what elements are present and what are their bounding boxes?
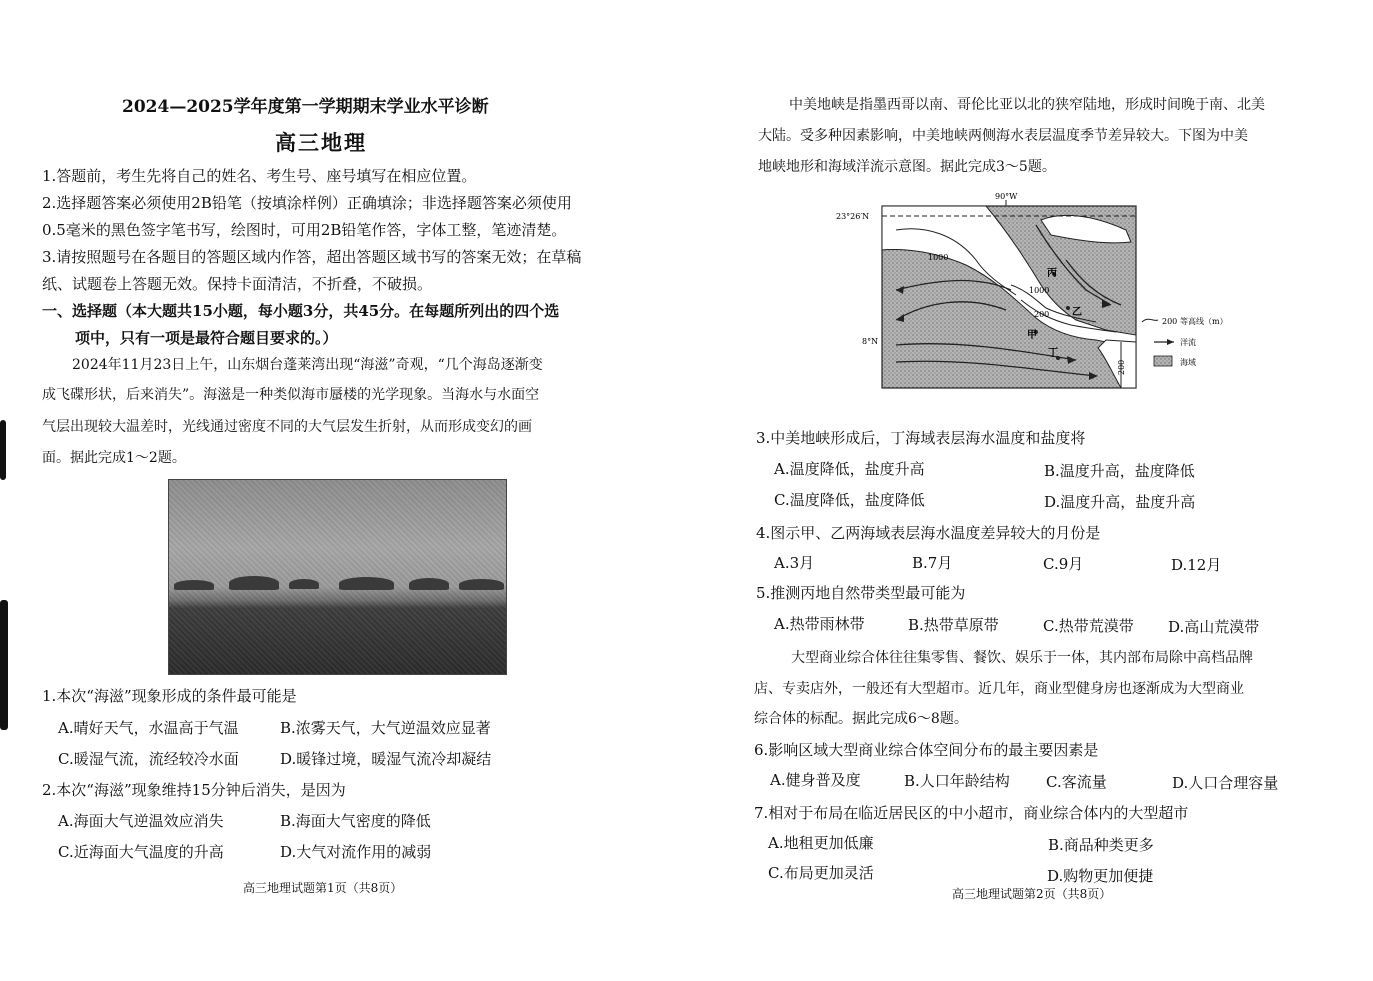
contour-label: 1000 (1029, 286, 1050, 295)
instruction-line: 1.答题前，考生先将自己的姓名、考生号、座号填写在相应位置。 (42, 167, 477, 185)
option-b: B.7月 (912, 554, 953, 572)
option-a: A.晴好天气，水温高于气温 (58, 719, 239, 737)
option-b: B.人口年龄结构 (904, 772, 1010, 790)
option-d: D.人口合理容量 (1172, 774, 1279, 792)
passage-line: 综合体的标配。据此完成6～8题。 (754, 711, 968, 727)
exam-title: 2024—2025学年度第一学期期末学业水平诊断 (122, 97, 489, 117)
option-b: B.海面大气密度的降低 (280, 812, 431, 830)
option-a: A.温度降低，盐度升高 (774, 460, 925, 478)
option-b: B.商品种类更多 (1048, 836, 1154, 854)
option-a: A.地租更加低廉 (768, 834, 874, 852)
place-label-bing: 丙 (1047, 268, 1057, 279)
option-c: C.温度降低，盐度降低 (774, 491, 925, 509)
passage-line: 中美地峡是指墨西哥以南、哥伦比亚以北的狭窄陆地，形成时间晚于南、北美 (789, 97, 1265, 113)
option-d: D.暖锋过境，暖湿气流冷却凝结 (280, 750, 492, 768)
option-d: D.大气对流作用的减弱 (280, 843, 432, 861)
question-stem: 5.推测丙地自然带类型最可能为 (756, 584, 966, 602)
option-a: A.健身普及度 (770, 771, 861, 789)
option-d: D.高山荒漠带 (1168, 618, 1260, 636)
instruction-line: 3.请按照题号在各题目的答题区域内作答，超出答题区域书写的答案无效；在草稿 (42, 248, 582, 266)
option-c: C.暖湿气流，流经较冷水面 (58, 750, 239, 768)
option-a: A.3月 (774, 554, 815, 572)
option-c: C.客流量 (1046, 773, 1107, 791)
passage-line: 气层出现较大温差时，光线通过密度不同的大气层发生折射，从而形成变幻的画 (42, 419, 532, 435)
passage-line: 面。据此完成1～2题。 (42, 450, 186, 466)
instruction-line: 纸、试题卷上答题无效。保持卡面清洁，不折叠，不破损。 (42, 275, 433, 293)
subject-title: 高三地理 (275, 130, 367, 155)
section-heading: 一、选择题（本大题共15小题，每小题3分，共45分。在每题所列出的四个选 (42, 302, 560, 320)
legend-sea-label: 海域 (1180, 358, 1196, 367)
page-footer: 高三地理试题第2页（共8页） (952, 887, 1112, 901)
option-a: A.热带雨林带 (774, 615, 865, 633)
binding-mark (0, 600, 8, 730)
question-stem: 3.中美地峡形成后，丁海域表层海水温度和盐度将 (756, 429, 1086, 447)
latitude-bottom-label: 8°N (862, 337, 879, 346)
option-b: B.浓雾天气，大气逆温效应显著 (280, 719, 491, 737)
longitude-label: 90°W (995, 192, 1018, 201)
section-heading: 项中，只有一项是最符合题目要求的。） (75, 329, 338, 347)
passage-line: 2024年11月23日上午，山东烟台蓬莱湾出现“海滋”奇观，“几个海岛逐渐变 (72, 357, 543, 373)
place-label-ding: 丁 (1048, 348, 1058, 359)
legend-contour-label: 等高线（m） (1180, 317, 1228, 326)
question-stem: 7.相对于布局在临近居民区的中小超市，商业综合体内的大型超市 (754, 804, 1189, 822)
question-stem: 4.图示甲、乙两海域表层海水温度差异较大的月份是 (756, 524, 1101, 542)
latitude-top-label: 23°26′N (836, 212, 870, 221)
right-page (686, 0, 1373, 981)
sea-photo (168, 479, 507, 675)
legend-contour-value: 200 (1162, 317, 1178, 326)
instruction-line: 0.5毫米的黑色签字笔书写，绘图时，可用2B铅笔作答，字体工整，笔迹清楚。 (42, 221, 567, 239)
contour-label: 1000 (928, 253, 949, 262)
passage-line: 地峡地形和海域洋流示意图。据此完成3～5题。 (758, 159, 1056, 175)
question-stem: 1.本次“海滋”现象形成的条件最可能是 (42, 687, 297, 705)
option-c: C.热带荒漠带 (1043, 617, 1134, 635)
instruction-line: 2.选择题答案必须使用2B铅笔（按填涂样例）正确填涂；非选择题答案必须使用 (42, 194, 572, 212)
option-b: B.热带草原带 (908, 616, 999, 634)
place-label-yi: 乙 (1072, 307, 1082, 318)
option-a: A.海面大气逆温效应消失 (58, 812, 224, 830)
option-d: D.购物更加便捷 (1047, 867, 1154, 885)
isthmus-map (836, 190, 1256, 395)
left-page (0, 0, 686, 981)
question-stem: 6.影响区域大型商业综合体空间分布的最主要因素是 (754, 741, 1099, 759)
question-stem: 2.本次“海滋”现象维持15分钟后消失，是因为 (42, 781, 346, 799)
option-b: B.温度升高，盐度降低 (1044, 462, 1195, 480)
option-c: C.9月 (1043, 555, 1084, 573)
passage-line: 成飞碟形状，后来消失”。海滋是一种类似海市蜃楼的光学现象。当海水与水面空 (42, 387, 540, 403)
passage-line: 店、专卖店外，一般还有大型超市。近几年，商业型健身房也逐渐成为大型商业 (754, 681, 1244, 697)
binding-mark (0, 420, 6, 480)
passage-line: 大陆。受多种因素影响，中美地峡两侧海水表层温度季节差异较大。下图为中美 (758, 128, 1248, 144)
contour-label: 200 (1117, 359, 1126, 375)
option-c: C.布局更加灵活 (768, 864, 874, 882)
passage-line: 大型商业综合体往往集零售、餐饮、娱乐于一体，其内部布局除中高档品牌 (791, 650, 1253, 666)
page-footer: 高三地理试题第1页（共8页） (243, 881, 403, 895)
legend-current-label: 洋流 (1180, 338, 1196, 347)
option-d: D.12月 (1171, 556, 1222, 574)
option-c: C.近海面大气温度的升高 (58, 843, 224, 861)
place-label-jia: 甲 (1027, 330, 1037, 341)
contour-label: 200 (1034, 310, 1050, 319)
option-d: D.温度升高，盐度升高 (1044, 493, 1196, 511)
